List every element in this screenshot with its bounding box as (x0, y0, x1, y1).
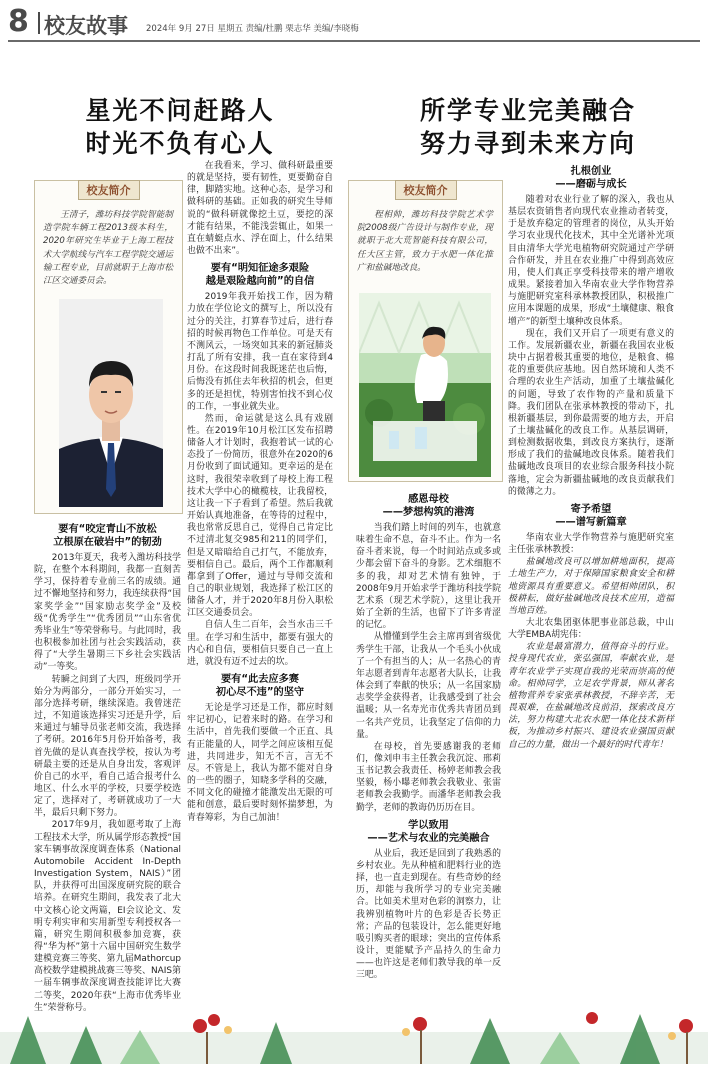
paragraph: 当我们踏上时间的列车，也就意味着生命不息，奋斗不止。作为一名奋斗者来说，每一个时间站点或多或少都会留下奋斗的身影。艺术细胞不多的我，却对艺术情有独钟，于2008年9月开始求学于潍坊科技学院艺术系（现艺术学院），这里让我开始了全新的生活，也留下了许多青涩的记忆。 (356, 523, 501, 631)
footer-decoration (0, 996, 708, 1064)
left-headline: 星光不问赶路人 时光不负有心人 (85, 96, 275, 158)
section-heading: 要有“咬定青山不放松 立根原在破岩中”的韧劲 (53, 524, 162, 548)
paragraph: 然而，命运就是这么具有戏剧性。在2019年10月松江区发布招聘储备人才计划时，我抱着试一试的心态投了一份简历，很意外在2020的6月份收到了面试通知。更幸运的是在这时，我很荣幸收到了母校上海工程技术大学中心的橄榄枝，让我留校，这让我一下子看到了希望。然后我就开始认真地准备，在等待的过程中，我也常常反思自己，觉得自己肯定比不过清北复交985和211的同学们，但是又暗暗给自己打气，不能放弃，要相信自己。最后，两个工作都顺利都拿到了Offer，通过与导师交流和自己的职业规划，我选择了松江区的储备人才，并于2020年8月份入职松江区交通委员会。 (187, 413, 333, 619)
section-title: 校友故事 (44, 14, 128, 38)
right-column-a (356, 488, 501, 981)
paragraph: 从懵懂到学生会主席再到省级优秀学生干部，让我从一个毛头小伙成了一个有担当的人；从一名热心的青年志愿者到青年志愿者大队长，让我体会到了奉献的快乐；从一名国家励志奖学金获得者，让我感受到了社会温暖；从一名寿光市优秀共青团员到一名共产党员，让我坚定了信仰的力量。 (356, 632, 501, 740)
section-heading: 要有“此去应多赛 初心尽不违”的坚守 (215, 674, 305, 699)
portrait-photo (59, 299, 163, 507)
section-heading: 学以致用 ——艺术与农业的完美融合 (367, 819, 490, 844)
header-meta: 2024年 9月 27日 星期五 责编/杜鹏 栗志华 美编/李晓梅 (146, 24, 359, 34)
paragraph: 无论是学习还是工作，都应时刻牢记初心，记着来时的路。在学习和生活中，首先我们要做一个正直、具有正能量的人，同学之间应该相互促进，共同进步，知无不言，言无不尽。不管是上，我认为都不能对自身的一些的圈子，知晓多学科的交融，不同文化的碰撞才能激发出无限的可能和创意，最后要时刻怀揣梦想，为青春筹彩，为自己加油！ (187, 703, 333, 823)
paragraph: 2017年9月，我如愿考取了上海工程技术大学，所从属学形态教授“国家车辆事故深度调查体系（National Automobile Accident In-Depth Investigation System，NAIS）”团队，并获得可出国深度研究院的联合培养。在研究生期间，我发表了北大中文核心论文两篇，EI会议论文、发明专利实审和实用新型专利授权各一篇，研究生期间积极参加竞赛，获得“华为杯”第十六届中国研究生数学建模竞赛三等奖、第九届Mathorcup高校数学建模挑战赛三等奖、NAIS第一届车辆事故深度调查技能评比大赛二等奖，2020年获“上海市优秀毕业生”荣誉称号。 (34, 820, 181, 1013)
profile-intro: 王清子，潍坊科技学院智能制造学院车辆工程2013级本科生，2020年研究生毕业于上海工程技术大学航线与汽车工程学院交通运输工程专业，目前就职于上海市松江区交通委员会。 (43, 210, 173, 287)
paragraph: 2019年我开始找工作，因为精力放在学位论文的撰写上，所以没有过分的关注，打算春节过后，进行春招的时候再物色工作单位。可是天有不测风云，一场突如其来的新冠肺炎打乱了所有安排，我一直在家待到4月份。在这段时间我既迷茫也后悔，后悔没有抓住去年秋招的机会，但更多的还是担忧，特别害怕找不到心仪的工作，一事业就失业。 (187, 292, 333, 412)
paragraph: 转瞬之间到了大四，班级同学开始分为两部分，一部分开始实习，一部分选择考研，继续深造。我曾迷茫过，不知道该选择实习还是升学，后来通过与辅导员张老师交流，我选择了考研。2016年5月份开始备考，我首先做的是认真查找学校，按认为考研最主要的还是从自身出发，客观评价自己的水平，看自己适合报考什么地区、什么水平的学校，只要学校选定了，选择对了，考研就成功了一大半，最后只剩下努力。 (34, 674, 181, 819)
section-heading: 感恩母校 ——梦想构筑的港湾 (382, 494, 475, 518)
paragraph: 在我看来，学习、做科研最重要的就是坚持，要有韧性，更要勤奋自律，脚踏实地。这种心态，是学习和做科研的基础。正如我的研究生导师说的“做科研就像挖土豆，要挖的深才能有结果，不能浅尝辄止，如果一直在蜻蜓点水、浮在面上，什么结果也做不出来”。 (187, 161, 333, 257)
paragraph: 从业后，我还是回到了我熟悉的乡村农业。先从种植和肥料行业的选择，也一直走到现在。有些奇妙的经历，却能与我所学习的专业完美融合。比如美术里对色彩的洞察力，让我辨别植物叶片的色彩是否长势正常；产品的包装设计，怎么能更好地吸引购买者的眼球；突出的宣传体系设计，更能赋予产品持久的生命力——也许这是老师们教导我的单一反三吧。 (356, 848, 501, 981)
paragraph: 在母校，首先要感谢我的老师们，像刘申韦主任教会我沉淀、邢莉玉书记教会我责任、杨婷老师教会我坚毅，杨小曝老师教会我敬业、张雷老师教会我勤学。而潘华老师教会我勤学，老师的教诲仍历历在目。 (356, 741, 501, 813)
profile-tag: 校友简介 (395, 180, 457, 200)
right-headline: 所学专业完美融合 努力寻到未来方向 (419, 96, 636, 158)
paragraph: 自信人生二百年，会当水击三千里。在学习和生活中，都要有强大的内心和自信，要相信只要自己一直上进，就没有迈不过去的坎。 (187, 620, 333, 667)
section-heading: 扎根创业 ——磨砺与成长 (555, 166, 627, 190)
section-heading: 要有“明知征途多艰险 越是艰险越向前”的自信 (205, 263, 315, 288)
paragraph: 华南农业大学作物营养与施肥研究室主任张承林教授： (508, 532, 674, 556)
page-header (0, 0, 708, 42)
right-profile-card (348, 180, 503, 482)
header-rule (8, 40, 700, 42)
left-column-b (187, 160, 333, 824)
paragraph: 现在，我们又开启了一项更有意义的工作。发展新疆农业，新疆在我国农业板块中占据着极其重要的地位，是粮食、棉花的重要供应基地。因自然环境和人类不合理的农业生产活动，加重了土壤盐碱化的问题，导致了农作物的产量和质量下降。我们团队在张承林教授的带动下，扎根新疆基层，到你最需要的地方去，开启了土壤盐碱化的改良工作。从基层调研，到检测数据收集，到改良方案执行，逐渐形成了我们的盐碱地改良体系。随着我们盐碱地改良项目的农业综合服务科技小院落地，定会为新疆盐碱地的改良贡献我们的微薄之力。 (508, 328, 674, 497)
right-column-b (508, 160, 674, 751)
quote: 盐碱地改良可以增加耕地面积，提高土地生产力，对于保障国家粮食安全和耕地资源具有重要意义。希望相帅团队，积极耕耘，做好盐碱地改良技术应用，造福当地百姓。 (508, 557, 674, 616)
left-profile-card (34, 180, 183, 514)
page-number: 8 (8, 4, 29, 39)
paragraph: 大北农集团驱体肥事业部总裁，中山大学EMBA胡宪伟： (508, 618, 674, 641)
greenhouse-photo (359, 293, 491, 477)
profile-intro: 程相帅，潍坊科技学院艺术学院2008级广告设计与制作专业，现就职于北大荒智能科技有限公司，任大区主管，致力于水肥一体化推广和盐碱地改良。 (357, 210, 493, 273)
left-column-a (34, 518, 181, 1014)
quote: 农业是最富潜力，值得奋斗的行业。投身现代农业，张弘强国，奉献农业，是青年农业学子实现自我的光荣而崇高的使命。相帅同学，立足农学背景，师从著名植物营养专家张承林教授，不辞辛苦，无畏艰难，在盐碱地改良前沿，探索改良方法，努力构建大北农水肥一体化技术新样板，为推动乡村振兴、建设农业强国贡献自己的力量，做出一个最好的时代青年！ (508, 642, 674, 750)
paragraph: 2013年夏天，我考入潍坊科技学院，在整个本科期间，我都一直刻苦学习，保持着专业前三名的成绩。通过不懈地坚持和努力，我连续获得“国家奖学金”“国家励志奖学金”及校级“优秀学生”“优秀团员”“山东省优秀毕业生”等荣誉称号。与此同时，我也积极参加社团与社会实践活动，获得了“大学生暑期三下乡社会实践活动”一等奖。 (34, 553, 181, 673)
profile-tag: 校友简介 (78, 180, 140, 200)
header-divider (38, 12, 40, 34)
paragraph: 随着对农业行业了解的深入，我也从基层农资销售者向现代农业推动者转变，于是放弃稳定的管理者的岗位，从头开始学习农业现代化技术，其中全光谱补光项目由清华大学光电植物研究院通过产学研合作研发，并且在农业推广中得到高效应用，使人们真正享受科技带来的增产增收成果。紧接着加入华南农业大学作物营养与施肥研究室科承林教授团队，积极推广应用本课题的成果，形成“土壤健康、粮食增产”的新型土壤种改良体系。 (508, 195, 674, 327)
section-heading: 寄予希望 ——谱写新篇章 (555, 503, 627, 528)
